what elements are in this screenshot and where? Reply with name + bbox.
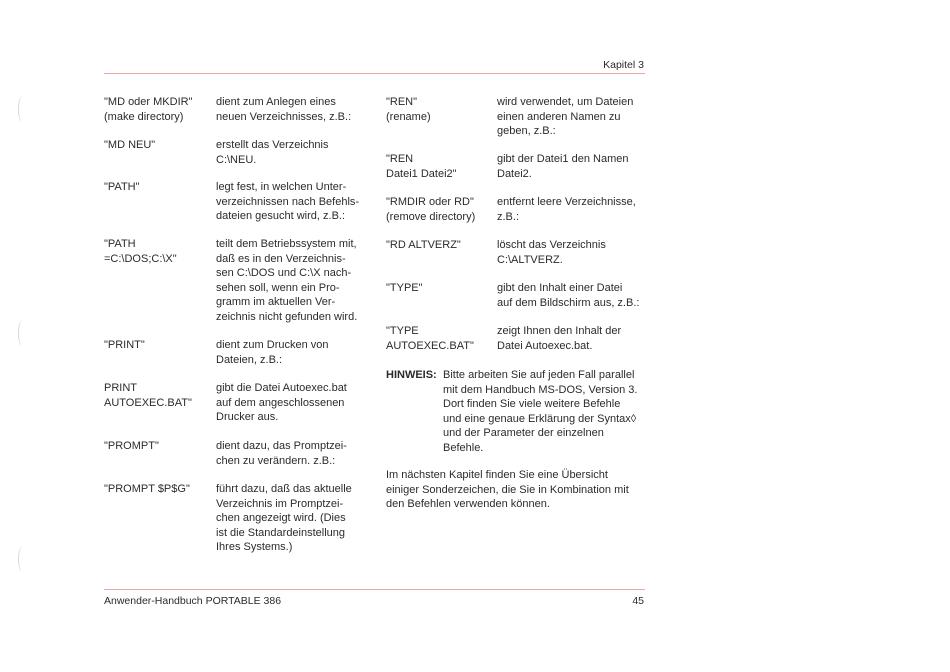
command-term: "TYPE AUTOEXEC.BAT" [386, 325, 474, 352]
command-description: wird verwendet, um Dateien einen anderen Namen zu geben, z.B.: [497, 96, 634, 137]
command-description: gibt der Datei1 den Namen Datei2. [497, 153, 629, 180]
page-number: 45 [632, 595, 644, 607]
command-description: teilt dem Betriebssystem mit, daß es in den Verzeichnis- sen C:\DOS und C:\X nach- sehen soll, wenn ein Pro- gramm im aktuellen Ver- zeichnis nicht gefunden wird. [216, 238, 358, 323]
note-label: HINWEIS: [386, 369, 437, 381]
command-description: löscht das Verzeichnis C:\ALTVERZ. [497, 239, 606, 266]
command-term: "RMDIR oder RD" (remove directory) [386, 196, 476, 223]
command-term: "RD ALTVERZ" [386, 239, 461, 251]
command-term: "PROMPT $P$G" [104, 483, 190, 495]
punch-hole-mark [18, 546, 27, 572]
chapter-header: Kapitel 3 [603, 59, 644, 71]
footer-rule [104, 589, 645, 590]
command-term: "REN" (rename) [386, 96, 431, 123]
command-term: "MD oder MKDIR" (make directory) [104, 96, 193, 123]
note-text: Bitte arbeiten Sie auf jeden Fall parallel mit dem Handbuch MS-DOS, Version 3. Dort finden Sie viele weitere Befehle und eine genaue Erklärung der Syntax◊ und der Parameter der einzelnen Befehle. [443, 369, 638, 454]
punch-hole-mark [18, 320, 27, 346]
command-description: entfernt leere Verzeichnisse, z.B.: [497, 196, 636, 223]
footer-title: Anwender-Handbuch PORTABLE 386 [104, 595, 282, 607]
command-description: dient dazu, das Promptzei- chen zu verändern. z.B.: [216, 440, 347, 467]
outro-paragraph: Im nächsten Kapitel finden Sie eine Übersicht einiger Sonderzeichen, die Sie in Kombination mit den Befehlen verwenden können. [386, 469, 629, 510]
command-description: führt dazu, daß das aktuelle Verzeichnis im Promptzei- chen angezeigt wird. (Dies ist die Standardeinstellung Ihres Systems.) [216, 483, 352, 553]
command-description: gibt den Inhalt einer Datei auf dem Bildschirm aus, z.B.: [497, 282, 640, 309]
command-description: dient zum Anlegen eines neuen Verzeichnisses, z.B.: [216, 96, 352, 123]
header-rule [104, 73, 645, 74]
command-term: "PRINT" [104, 339, 145, 351]
command-description: gibt die Datei Autoexec.bat auf dem angeschlossenen Drucker aus. [216, 382, 347, 423]
command-description: dient zum Drucken von Dateien, z.B.: [216, 339, 329, 366]
punch-hole-mark [18, 96, 27, 122]
command-term: "MD NEU" [104, 139, 156, 151]
command-description: erstellt das Verzeichnis C:\NEU. [216, 139, 329, 166]
command-term: "TYPE" [386, 282, 423, 294]
command-term: "PATH =C:\DOS;C:\X" [104, 238, 177, 265]
command-term: "PROMPT" [104, 440, 159, 452]
command-description: zeigt Ihnen den Inhalt der Datei Autoexec.bat. [497, 325, 622, 352]
command-term: PRINT AUTOEXEC.BAT" [104, 382, 192, 409]
command-term: "REN Datei1 Datei2" [386, 153, 457, 180]
command-description: legt fest, in welchen Unter- verzeichnissen nach Befehls- dateien gesucht wird, z.B.: [216, 181, 360, 222]
command-term: "PATH" [104, 181, 140, 193]
